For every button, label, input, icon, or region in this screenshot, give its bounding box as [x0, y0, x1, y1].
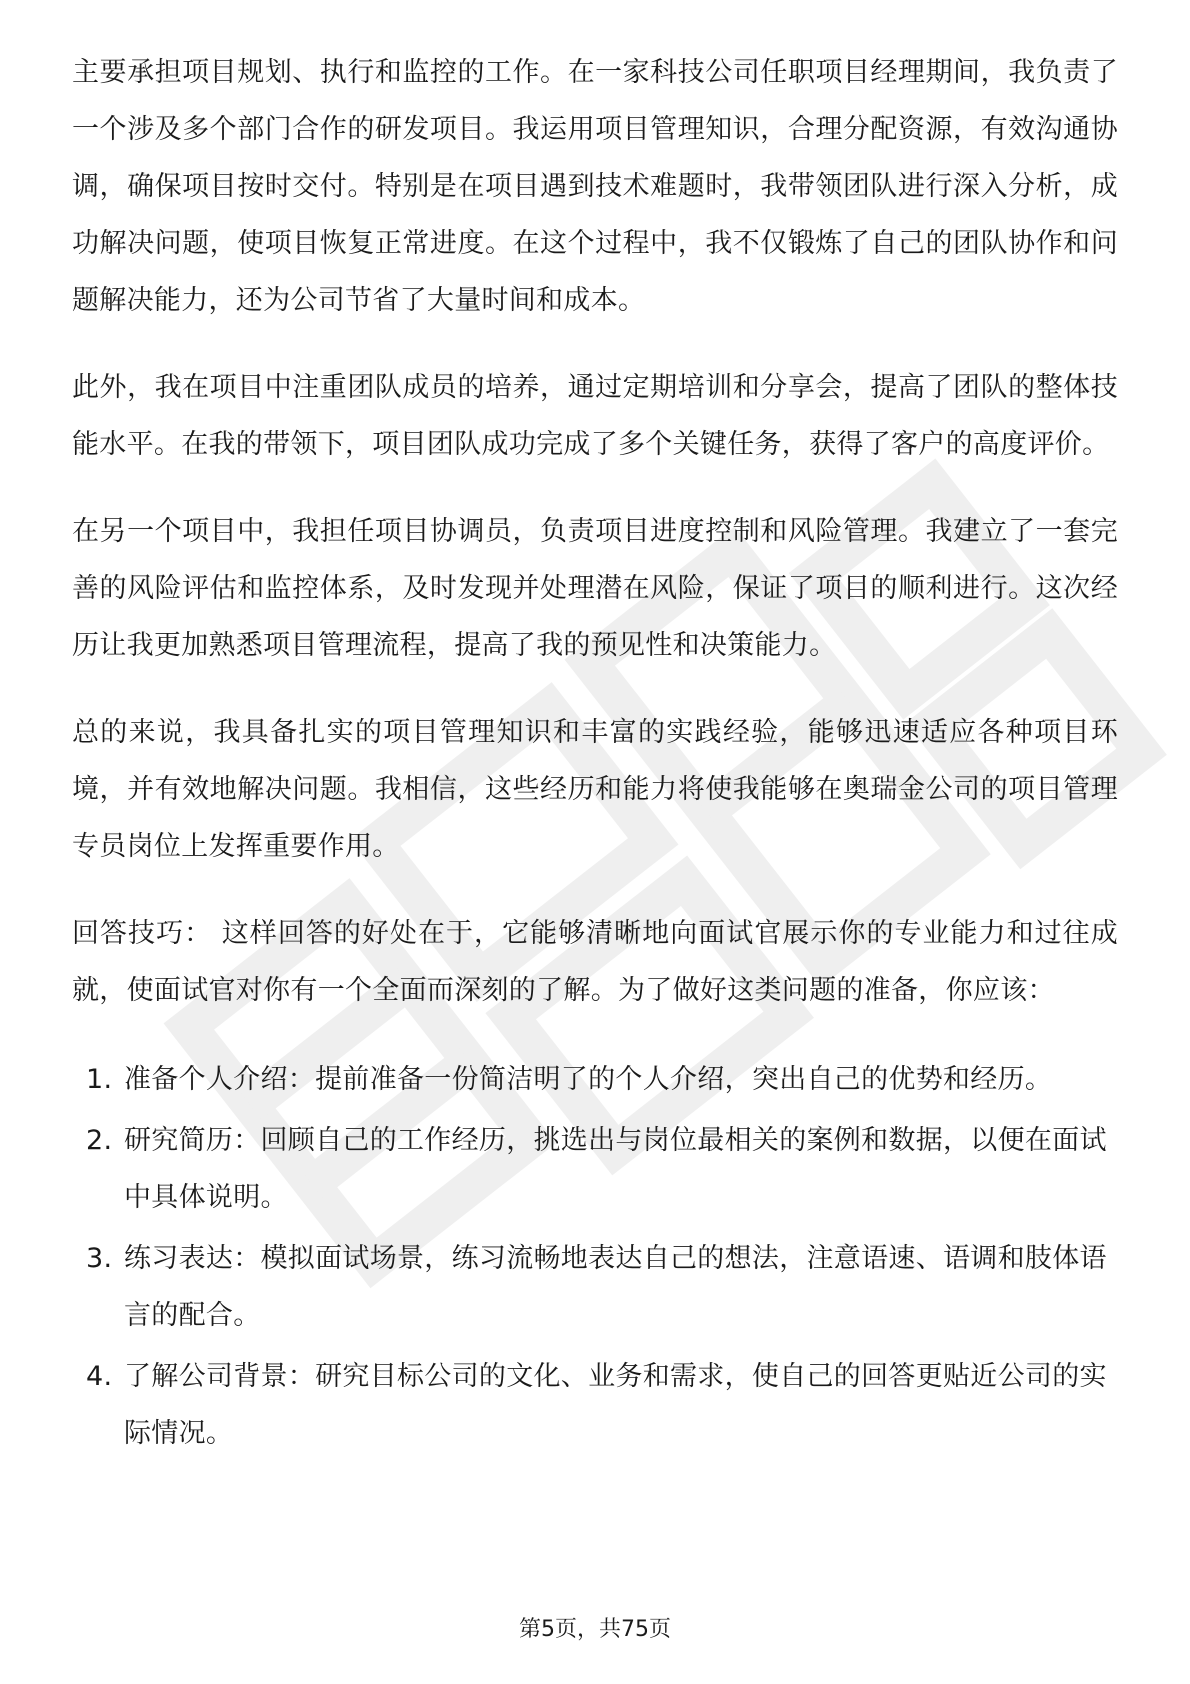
paragraph-experience-3: 在另一个项目中，我担任项目协调员，负责项目进度控制和风险管理。我建立了一套完善的风险评估和监控体系，及时发现并处理潜在风险，保证了项目的顺利进行。这次经历让我更加熟悉项目管理流程，提高了我的预见性和决策能力。 — [72, 516, 1118, 661]
list-item — [72, 1112, 1118, 1226]
document-body — [72, 44, 1118, 1466]
list-item-text: 准备个人介绍：提前准备一份简洁明了的个人介绍，突出自己的优势和经历。 — [124, 1064, 1053, 1095]
list-item — [72, 1230, 1118, 1344]
answer-tips-intro: 回答技巧： 这样回答的好处在于，它能够清晰地向面试官展示你的专业能力和过往成就，使面试官对你有一个全面而深刻的了解。为了做好这类问题的准备，你应该： — [72, 918, 1118, 1006]
list-item-text: 练习表达：模拟面试场景，练习流畅地表达自己的想法，注意语速、语调和肢体语言的配合。 — [124, 1243, 1107, 1331]
paragraph-experience-2: 此外，我在项目中注重团队成员的培养，通过定期培训和分享会，提高了团队的整体技能水平。在我的带领下，项目团队成功完成了多个关键任务，获得了客户的高度评价。 — [72, 372, 1118, 460]
list-item-text: 研究简历：回顾自己的工作经历，挑选出与岗位最相关的案例和数据，以便在面试中具体说明。 — [124, 1125, 1107, 1213]
tips-list — [72, 1051, 1118, 1462]
list-item-text: 了解公司背景：研究目标公司的文化、业务和需求，使自己的回答更贴近公司的实际情况。 — [124, 1361, 1107, 1449]
list-item-number: 3. — [86, 1243, 113, 1274]
list-item — [72, 1348, 1118, 1462]
paragraph-summary: 总的来说，我具备扎实的项目管理知识和丰富的实践经验，能够迅速适应各种项目环境，并有效地解决问题。我相信，这些经历和能力将使我能够在奥瑞金公司的项目管理专员岗位上发挥重要作用。 — [72, 717, 1118, 862]
list-item — [72, 1051, 1118, 1108]
list-item-number: 4. — [86, 1361, 113, 1392]
list-item-number: 1. — [86, 1064, 113, 1095]
list-item-number: 2. — [86, 1125, 113, 1156]
paragraph-experience-1: 主要承担项目规划、执行和监控的工作。在一家科技公司任职项目经理期间，我负责了一个涉及多个部门合作的研发项目。我运用项目管理知识，合理分配资源，有效沟通协调，确保项目按时交付。特别是在项目遇到技术难题时，我带领团队进行深入分析，成功解决问题，使项目恢复正常进度。在这个过程中，我不仅锻炼了自己的团队协作和问题解决能力，还为公司节省了大量时间和成本。 — [72, 57, 1118, 316]
page-number: 第5页，共75页 — [519, 1617, 671, 1642]
